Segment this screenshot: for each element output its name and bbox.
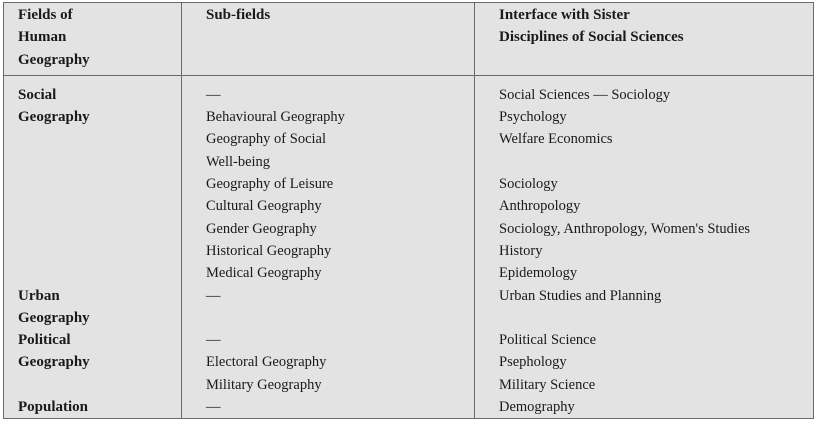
interface-discipline bbox=[499, 307, 813, 329]
field-name: Geography bbox=[18, 109, 90, 126]
subfields-column bbox=[182, 75, 475, 418]
field-name bbox=[18, 195, 181, 217]
interface-discipline: Psychology bbox=[499, 109, 567, 126]
header-line: Human bbox=[18, 29, 67, 46]
interface-discipline: Urban Studies and Planning bbox=[499, 287, 662, 304]
header-line: Disciplines of Social Sciences bbox=[499, 29, 684, 46]
subfield-name: — bbox=[206, 399, 221, 416]
subfield-name: Historical Geography bbox=[206, 242, 332, 259]
header-line: Fields of bbox=[18, 7, 73, 23]
subfield-name: Geography of Social bbox=[206, 131, 326, 148]
interface-discipline bbox=[499, 151, 813, 173]
subfield-name: Geography of Leisure bbox=[206, 176, 334, 193]
field-name: Political bbox=[18, 332, 71, 349]
subfield-name: Well-being bbox=[206, 153, 271, 170]
interface-discipline: Military Science bbox=[499, 376, 596, 393]
interface-discipline: Epidemology bbox=[499, 265, 578, 282]
subfield-name: Electoral Geography bbox=[206, 354, 327, 371]
subfield-name: Medical Geography bbox=[206, 265, 322, 282]
subfield-name bbox=[206, 307, 474, 329]
field-name: Urban bbox=[18, 287, 60, 304]
header-line: Interface with Sister bbox=[499, 7, 630, 23]
field-name bbox=[18, 173, 181, 195]
body-row bbox=[4, 75, 814, 418]
field-name: Population bbox=[18, 399, 89, 416]
interface-discipline: Psephology bbox=[499, 354, 567, 371]
subfield-name: Cultural Geography bbox=[206, 198, 322, 215]
field-name bbox=[18, 262, 181, 284]
field-name: Geography bbox=[18, 354, 90, 371]
interface-discipline: History bbox=[499, 242, 543, 259]
header-line: Sub-fields bbox=[206, 7, 271, 23]
field-name: Social bbox=[18, 86, 57, 103]
header-row bbox=[4, 3, 814, 76]
field-name bbox=[18, 240, 181, 262]
interface-discipline: Social Sciences — Sociology bbox=[499, 86, 671, 103]
fields-column bbox=[4, 75, 182, 418]
subfield-name: — bbox=[206, 86, 221, 103]
interface-discipline: Political Science bbox=[499, 332, 597, 349]
interface-discipline: Anthropology bbox=[499, 198, 581, 215]
header-fields-of-human-geography bbox=[4, 3, 182, 76]
field-name bbox=[18, 151, 181, 173]
interface-column bbox=[475, 75, 814, 418]
subfield-name: Military Geography bbox=[206, 376, 322, 393]
header-interface bbox=[475, 3, 814, 76]
interface-discipline: Sociology, Anthropology, Women's Studies bbox=[499, 220, 751, 237]
interface-discipline: Welfare Economics bbox=[499, 131, 613, 148]
field-name bbox=[18, 128, 181, 150]
interface-discipline: Demography bbox=[499, 399, 575, 416]
subfield-name: Behavioural Geography bbox=[206, 109, 345, 126]
subfield-name: — bbox=[206, 287, 221, 304]
header-line: Geography bbox=[18, 51, 90, 68]
field-name bbox=[18, 218, 181, 240]
header-sub-fields bbox=[182, 3, 475, 76]
interface-discipline: Sociology bbox=[499, 176, 558, 193]
field-name: Geography bbox=[18, 309, 90, 326]
subfield-name: Gender Geography bbox=[206, 220, 317, 237]
subfield-name: — bbox=[206, 332, 221, 349]
geography-fields-table bbox=[3, 2, 814, 419]
field-name bbox=[18, 374, 181, 396]
